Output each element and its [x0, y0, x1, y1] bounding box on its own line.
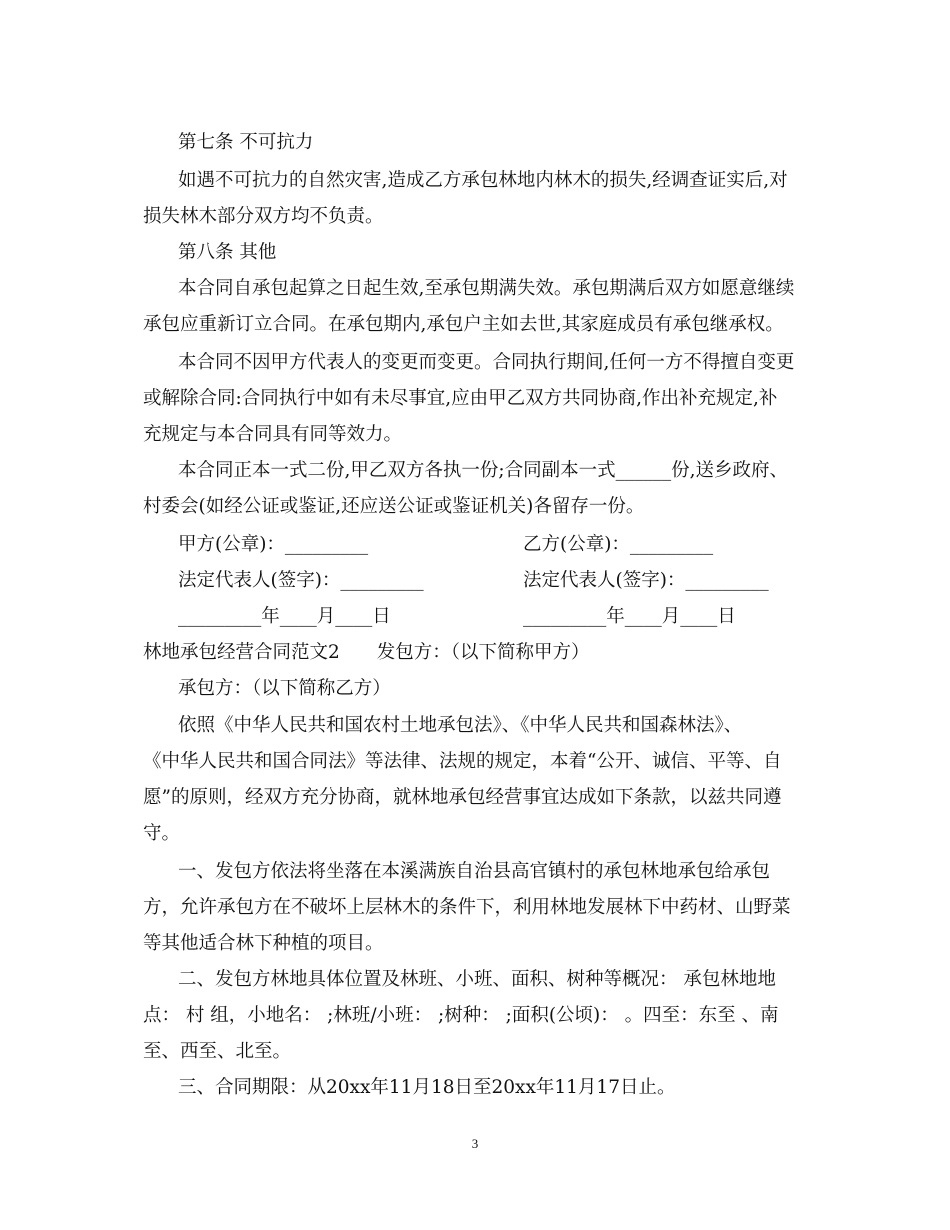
contract2-basis-line: 守。 — [143, 823, 181, 844]
contract2-item3-line: 三、合同期限：从20xx年11月18日至20xx年11月17日止。 — [178, 1077, 676, 1098]
article8-paragraph-line: 本合同正本一式二份,甲乙双方各执一份;合同副本一式______份,送乡政府、 — [178, 460, 788, 481]
contract2-item1-line: 一、发包方依法将坐落在本溪满族自治县高官镇村的承包林地承包给承包 — [178, 861, 771, 882]
article7-paragraph-line: 损失林木部分双方均不负责。 — [143, 206, 384, 227]
article8-paragraph-line: 本合同不因甲方代表人的变更而变更。合同执行期间,任何一方不得擅自变更 — [178, 352, 795, 373]
party-b-representative: 法定代表人(签字)：_________ — [523, 570, 769, 591]
article7-paragraph-line: 如遇不可抗力的自然灾害,造成乙方承包林地内林木的损失,经调查证实后,对 — [178, 170, 788, 191]
party-a-representative: 法定代表人(签字)：_________ — [178, 570, 424, 591]
contract2-item2-line: 至、西至、北至。 — [143, 1041, 292, 1062]
page-number: 3 — [471, 1136, 479, 1151]
article8-paragraph-line: 或解除合同:合同执行中如有未尽事宜,应由甲乙双方共同协商,作出补充规定,补 — [143, 388, 778, 409]
party-b-date: _________年____月____日 — [523, 606, 736, 627]
contract2-basis-line: 《中华人民共和国合同法》等法律、法规的规定，本着“公开、诚信、平等、自 — [143, 751, 782, 772]
contract2-item2-line: 二、发包方林地具体位置及林班、小班、面积、树种等概况： 承包林地地 — [178, 969, 776, 990]
article8-paragraph-line: 充规定与本合同具有同等效力。 — [143, 424, 403, 445]
contract2-item2-line: 点： 村 组，小地名： ;林班/小班： ;树种： ;面积(公顷)： 。四至：东至 、南 — [143, 1005, 779, 1026]
article7-heading: 第七条 不可抗力 — [178, 132, 314, 153]
contract2-basis-line: 愿”的原则，经双方充分协商，就林地承包经营事宜达成如下条款，以兹共同遵 — [143, 787, 782, 808]
article8-paragraph-line: 村委会(如经公证或鉴证,还应送公证或鉴证机关)各留存一份。 — [143, 496, 645, 517]
article8-paragraph-line: 承包应重新订立合同。在承包期内,承包户主如去世,其家庭成员有承包继承权。 — [143, 314, 784, 335]
party-b-seal: 乙方(公章)：_________ — [523, 534, 714, 555]
contract2-contractor: 承包方：（以下简称乙方） — [178, 678, 391, 699]
party-a-seal: 甲方(公章)：_________ — [178, 534, 369, 555]
contract2-title: 林地承包经营合同范文2 发包方：（以下简称甲方） — [143, 642, 590, 663]
contract2-basis-line: 依照《中华人民共和国农村土地承包法》、《中华人民共和国森林法》、 — [178, 715, 743, 736]
party-a-date: _________年____月____日 — [178, 606, 391, 627]
contract2-item1-line: 方，允许承包方在不破坏上层林木的条件下，利用林地发展林下中药材、山野菜 — [143, 897, 791, 918]
article8-heading: 第八条 其他 — [178, 242, 277, 263]
article8-paragraph-line: 本合同自承包起算之日起生效,至承包期满失效。承包期满后双方如愿意继续 — [178, 278, 795, 299]
contract2-item1-line: 等其他适合林下种植的项目。 — [143, 933, 384, 954]
